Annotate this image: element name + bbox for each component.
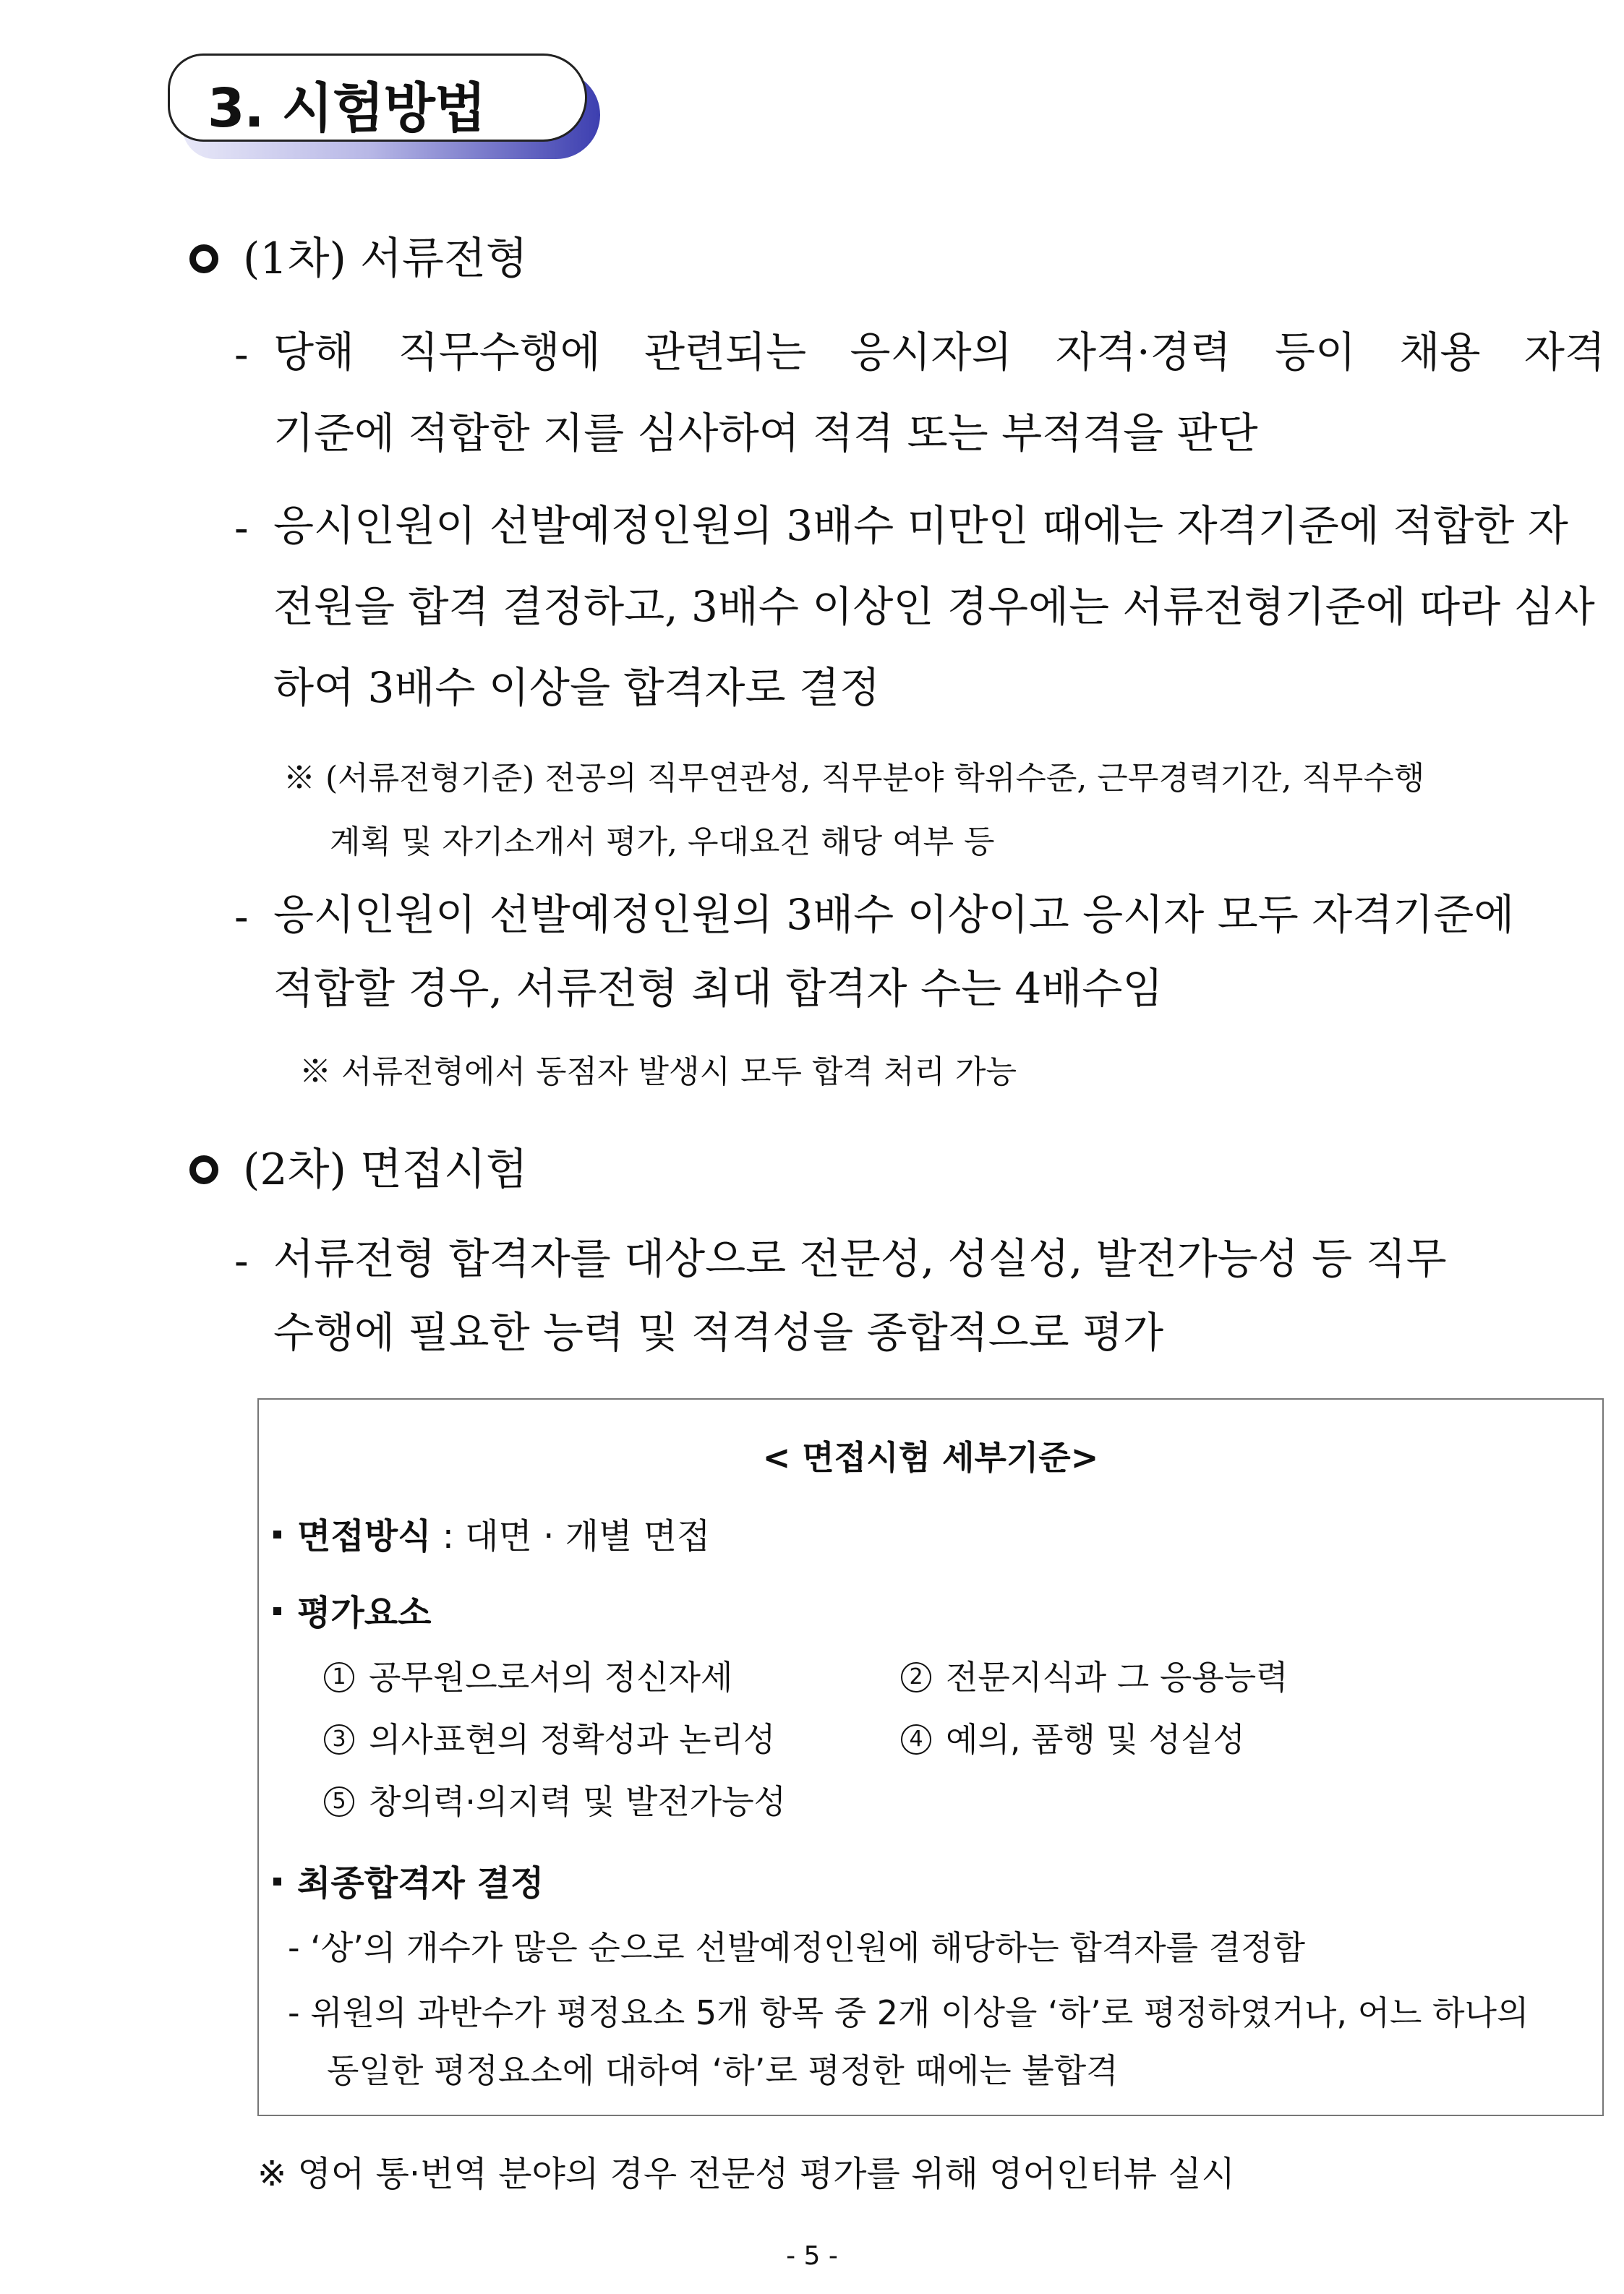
square-bullet-icon bbox=[273, 1878, 281, 1886]
final-decision-row bbox=[273, 1855, 544, 1905]
interview-box-title: < 면접시험 세부기준> bbox=[762, 1438, 1099, 1477]
stage1-p2-line1: 응시인원이 선발예정인원의 3배수 미만인 때에는 자격기준에 적합한 자 bbox=[273, 501, 1568, 550]
eval-elements-label: 평가요소 bbox=[297, 1593, 432, 1633]
eval-item-5 bbox=[324, 1776, 786, 1823]
stage1-p2-line3: 하여 3배수 이상을 합격자로 결정 bbox=[273, 663, 881, 712]
final-decision-label: 최종합격자 결정 bbox=[297, 1863, 544, 1904]
eval-item-2 bbox=[901, 1651, 1288, 1699]
circled-number-4: 4 bbox=[901, 1724, 931, 1755]
eval-elements-row bbox=[273, 1585, 431, 1635]
dash-marker: - bbox=[234, 892, 249, 941]
stage2-p1-line1: 서류전형 합격자를 대상으로 전문성, 성실성, 발전가능성 등 직무 bbox=[273, 1234, 1447, 1283]
eval-item-4 bbox=[901, 1713, 1245, 1761]
stage1-p1-line1: 당해 직무수행에 관련되는 응시자의 자격·경력 등이 채용 자격 bbox=[273, 328, 1605, 377]
eval-item-1-text: 공무원으로서의 정신자세 bbox=[369, 1658, 733, 1697]
dash-marker: - bbox=[234, 330, 249, 379]
stage1-heading bbox=[189, 224, 528, 286]
stage1-note1-line1: ※ (서류전형기준) 전공의 직무연관성, 직무분야 학위수준, 근무경력기간, 직무수행 bbox=[283, 760, 1425, 797]
eval-item-5-text: 창의력·의지력 및 발전가능성 bbox=[369, 1782, 787, 1821]
circled-number-2: 2 bbox=[901, 1662, 931, 1692]
interview-method-value: : 대면 · 개별 면접 bbox=[431, 1516, 711, 1557]
stage1-note2: ※ 서류전형에서 동점자 발생시 모두 합격 처리 가능 bbox=[299, 1053, 1017, 1090]
dash-marker: - bbox=[234, 503, 249, 552]
title-box bbox=[168, 54, 587, 142]
square-bullet-icon bbox=[273, 1531, 281, 1538]
stage1-heading-text: (1차) 서류전형 bbox=[243, 234, 528, 284]
stage1-p1-line2: 기준에 적합한 지를 심사하여 적격 또는 부적격을 판단 bbox=[273, 408, 1258, 458]
circled-number-1: 1 bbox=[324, 1662, 354, 1692]
dash-marker: - bbox=[234, 1236, 249, 1285]
stage2-heading-text: (2차) 면접시험 bbox=[243, 1144, 528, 1195]
circled-number-5: 5 bbox=[324, 1786, 354, 1817]
eval-item-4-text: 예의, 품행 및 성실성 bbox=[946, 1720, 1245, 1759]
eval-item-3 bbox=[324, 1713, 775, 1761]
english-interview-footnote: ※ 영어 통·번역 분야의 경우 전문성 평가를 위해 영어인터뷰 실시 bbox=[257, 2154, 1235, 2194]
circle-bullet-icon bbox=[189, 1155, 218, 1184]
stage1-note1-line2: 계획 및 자기소개서 평가, 우대요건 해당 여부 등 bbox=[330, 823, 995, 860]
interview-method-label: 면접방식 bbox=[297, 1516, 432, 1557]
final-rule-2-line2: 동일한 평정요소에 대하여 ‘하’로 평정한 때에는 불합격 bbox=[327, 2051, 1119, 2090]
section-title: 3. 시험방법 bbox=[208, 77, 486, 140]
stage1-p2-line2: 전원을 합격 결정하고, 3배수 이상인 경우에는 서류전형기준에 따라 심사 bbox=[273, 582, 1595, 631]
circled-number-3: 3 bbox=[324, 1724, 354, 1755]
final-rule-2-line1: - 위원의 과반수가 평정요소 5개 항목 중 2개 이상을 ‘하’로 평정하였거나, 어느 하나의 bbox=[288, 1993, 1529, 2032]
interview-criteria-box bbox=[257, 1398, 1604, 2116]
eval-item-3-text: 의사표현의 정확성과 논리성 bbox=[369, 1720, 776, 1759]
stage2-heading bbox=[189, 1135, 528, 1197]
square-bullet-icon bbox=[273, 1607, 281, 1615]
stage2-p1-line2: 수행에 필요한 능력 및 적격성을 종합적으로 평가 bbox=[273, 1308, 1164, 1357]
eval-item-2-text: 전문지식과 그 응용능력 bbox=[946, 1658, 1288, 1697]
interview-method-row bbox=[273, 1508, 710, 1558]
stage1-p3-line2: 적합할 경우, 서류전형 최대 합격자 수는 4배수임 bbox=[273, 964, 1163, 1013]
section-title-badge bbox=[168, 54, 602, 162]
stage1-p3-line1: 응시인원이 선발예정인원의 3배수 이상이고 응시자 모두 자격기준에 bbox=[273, 890, 1515, 939]
circle-bullet-icon bbox=[189, 244, 218, 273]
final-rule-1: - ‘상’의 개수가 많은 순으로 선발예정인원에 해당하는 합격자를 결정함 bbox=[288, 1928, 1306, 1967]
eval-item-1 bbox=[324, 1651, 732, 1699]
page-number: - 5 - bbox=[786, 2241, 838, 2271]
